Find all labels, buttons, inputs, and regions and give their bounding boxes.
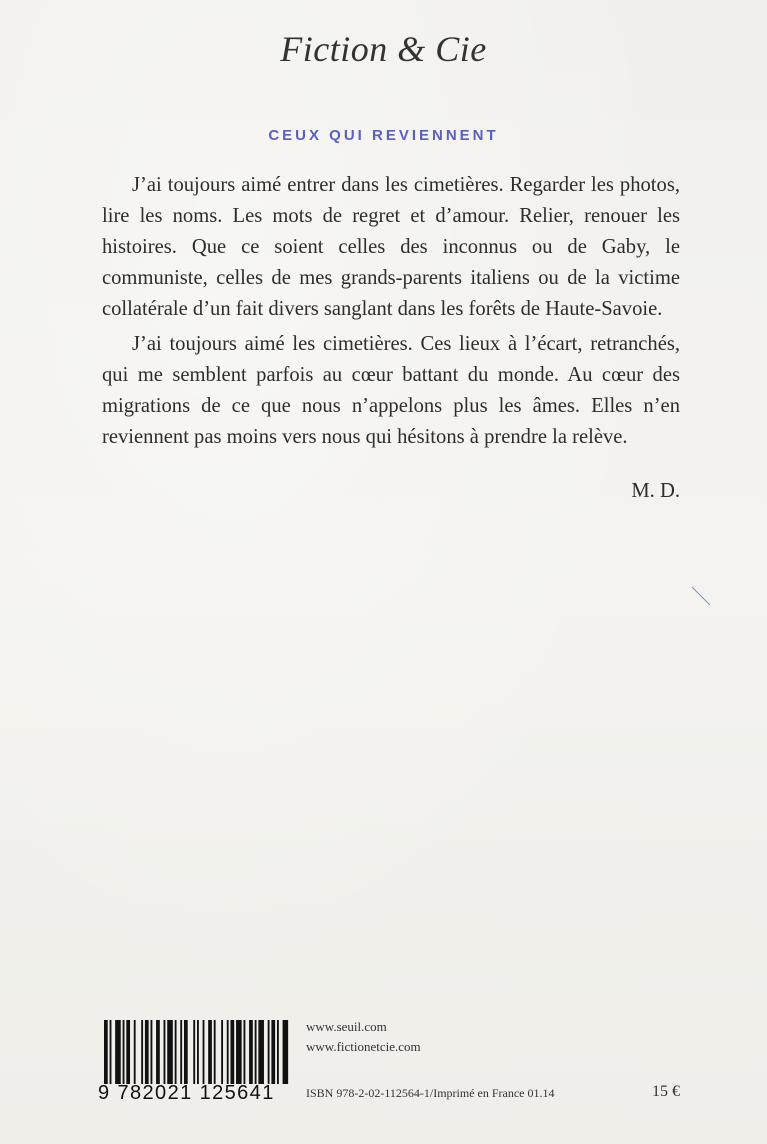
blurb-text: [102, 170, 680, 453]
barcode-bar: [227, 1020, 229, 1084]
barcode-bar: [141, 1020, 143, 1084]
barcode-bar: [214, 1020, 216, 1084]
price: 15 €: [652, 1083, 680, 1100]
barcode-bar: [277, 1020, 279, 1084]
series-title: Fiction & Cie: [280, 29, 487, 69]
barcode-bar: [184, 1020, 188, 1084]
barcode-bar: [134, 1020, 136, 1084]
barcode-bar: [104, 1020, 108, 1084]
barcode-bar: [271, 1020, 275, 1084]
barcode-bar: [244, 1020, 246, 1084]
barcode-bar: [203, 1020, 205, 1084]
barcode-bar: [283, 1020, 289, 1084]
barcode-bar: [268, 1020, 270, 1084]
book-title: CEUX QUI REVIENNENT: [268, 127, 499, 144]
blurb-paragraph-1: J’ai toujours aimé entrer dans les cimetières. Regarder les photos, lire les noms. Les mots de regret et d’amour. Relier, renouer les histoires. Que ce soient celles des inconnus ou de Gaby, le communiste, celles de mes grands-parents italiens ou de la victime collatérale d’un fait divers sanglant dans les forêts de Haute-Savoie.: [102, 174, 680, 320]
publisher-url: www.seuil.com: [306, 1019, 387, 1034]
barcode-bar: [258, 1020, 264, 1084]
barcode-bar: [193, 1020, 195, 1084]
barcode-bar: [175, 1020, 177, 1084]
barcode-bar: [180, 1020, 182, 1084]
barcode-bar: [115, 1020, 121, 1084]
series-url: www.fictionetcie.com: [306, 1039, 421, 1054]
barcode-bar: [164, 1020, 166, 1084]
barcode-bar: [249, 1020, 253, 1084]
barcode-bar: [236, 1020, 242, 1084]
barcode: [98, 1020, 294, 1110]
publisher-urls: [306, 1017, 421, 1057]
barcode-bars: [104, 1020, 290, 1084]
blurb-paragraph-2: J’ai toujours aimé les cimetières. Ces lieux à l’écart, retranchés, qui me semblent parfois au cœur battant du monde. Au cœur des migrations de ce que nous n’appelons plus les âmes. Elles n’en reviennent pas moins vers nous qui hésitons à prendre la relève.: [102, 333, 680, 448]
barcode-bar: [197, 1020, 199, 1084]
barcode-bar: [126, 1020, 130, 1084]
barcode-bar: [167, 1020, 173, 1084]
barcode-bar: [156, 1020, 160, 1084]
barcode-bar: [123, 1020, 125, 1084]
isbn-line: ISBN 978-2-02-112564-1/Imprimé en France 01.14: [306, 1086, 555, 1100]
barcode-bar: [151, 1020, 153, 1084]
barcode-digits: 9 782021 125641: [98, 1082, 275, 1104]
barcode-bar: [255, 1020, 257, 1084]
barcode-bar: [208, 1020, 212, 1084]
barcode-bar: [110, 1020, 112, 1084]
author-signature: M. D.: [631, 480, 680, 502]
scratch-mark: [690, 585, 712, 607]
barcode-bar: [221, 1020, 223, 1084]
barcode-bar: [230, 1020, 234, 1084]
barcode-bar: [145, 1020, 149, 1084]
